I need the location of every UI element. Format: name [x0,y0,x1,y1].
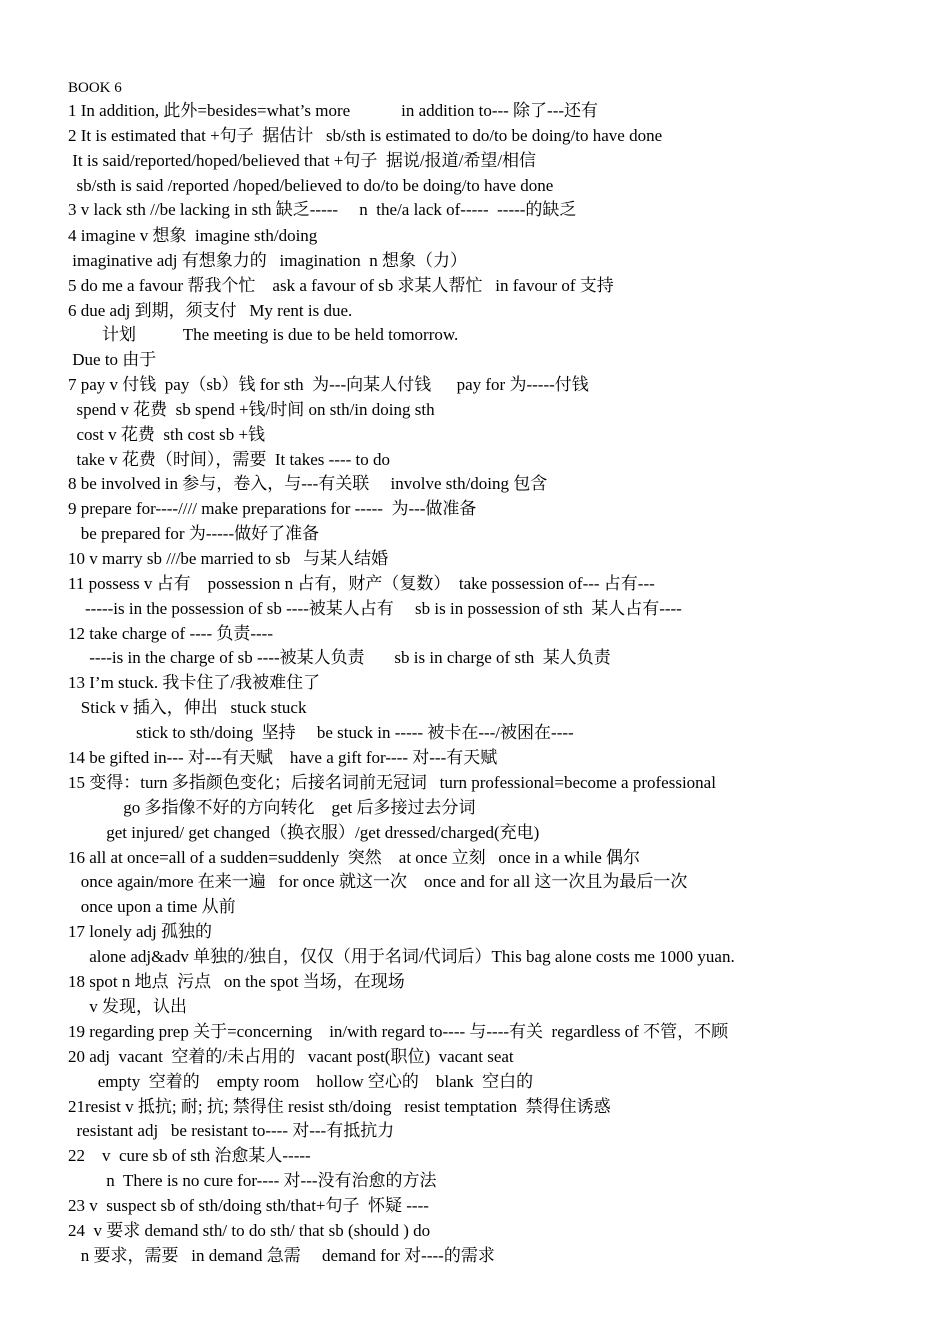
entry-line: 13 I’m stuck. 我卡住了/我被难住了 [68,673,321,692]
entry-line: 7 pay v 付钱 pay（sb）钱 for sth 为---向某人付钱 pay for 为-----付钱 [68,375,589,394]
entry-line: once again/more 在来一遍 for once 就这一次 once and for all 这一次且为最后一次 [68,872,688,891]
entry-line: ----is in the charge of sb ----被某人负责 sb is in charge of sth 某人负责 [68,648,611,667]
entry-line: 8 be involved in 参与，卷入，与---有关联 involve sth/doing 包含 [68,474,548,493]
entry-line: 19 regarding prep 关于=concerning in/with regard to---- 与----有关 regardless of 不管，不顾 [68,1022,729,1041]
entry-line: get injured/ get changed（换衣服）/get dressed/charged(充电) [68,823,540,842]
entry-line: 2 It is estimated that +句子 据估计 sb/sth is estimated to do/to be doing/to have done [68,126,663,145]
entry-line: empty 空着的 empty room hollow 空心的 blank 空白的 [68,1072,534,1091]
entry-line: Stick v 插入，伸出 stuck stuck [68,698,307,717]
entry-line: 10 v marry sb ///be married to sb 与某人结婚 [68,549,389,568]
entry-line: 23 v suspect sb of sth/doing sth/that+句子 怀疑 ---- [68,1196,429,1215]
entry-line: 12 take charge of ---- 负责---- [68,624,274,643]
entry-line: 15 变得：turn 多指颜色变化；后接名词前无冠词 turn professional=become a professional [68,773,716,792]
entry-line: once upon a time 从前 [68,897,236,916]
book-title: BOOK 6 [68,80,122,96]
entry-line: v 发现，认出 [68,997,187,1016]
entry-line: -----is in the possession of sb ----被某人占有 sb is in possession of sth 某人占有---- [68,599,682,618]
entry-line: stick to sth/doing 坚持 be stuck in ----- 被卡在---/被困在---- [68,723,574,742]
entry-line: n There is no cure for---- 对---没有治愈的方法 [68,1171,437,1190]
entry-line: alone adj&adv 单独的/独自，仅仅（用于名词/代词后）This bag alone costs me 1000 yuan. [68,947,735,966]
entry-line: 4 imagine v 想象 imagine sth/doing [68,226,318,245]
entry-line: It is said/reported/hoped/believed that +句子 据说/报道/希望/相信 [68,151,537,170]
entry-line: imaginative adj 有想象力的 imagination n 想象（力） [68,251,467,270]
entry-line: 1 In addition, 此外=besides=what’s more in addition to--- 除了---还有 [68,101,599,120]
entry-line: spend v 花费 sb spend +钱/时间 on sth/in doing sth [68,400,435,419]
entry-line: 14 be gifted in--- 对---有天赋 have a gift for---- 对---有天赋 [68,748,498,767]
entry-line: sb/sth is said /reported /hoped/believed to do/to be doing/to have done [68,176,554,195]
entry-line: 5 do me a favour 帮我个忙 ask a favour of sb 求某人帮忙 in favour of 支持 [68,276,614,295]
entry-line: 6 due adj 到期，须支付 My rent is due. [68,301,353,320]
entry-line: n 要求，需要 in demand 急需 demand for 对----的需求 [68,1246,495,1265]
entry-line: 22 v cure sb of sth 治愈某人----- [68,1146,311,1165]
entry-line: 3 v lack sth //be lacking in sth 缺乏----- n the/a lack of----- -----的缺乏 [68,200,577,219]
entry-line: 计划 The meeting is due to be held tomorrow. [68,325,459,344]
entry-line: 18 spot n 地点 污点 on the spot 当场，在现场 [68,972,405,991]
entry-line: 11 possess v 占有 possession n 占有，财产（复数） take possession of--- 占有--- [68,574,655,593]
entry-line: Due to 由于 [68,350,157,369]
entry-line: 16 all at once=all of a sudden=suddenly 突然 at once 立刻 once in a while 偶尔 [68,848,641,867]
entry-line: cost v 花费 sth cost sb +钱 [68,425,266,444]
entry-line: take v 花费（时间），需要 It takes ---- to do [68,450,390,469]
entry-line: 17 lonely adj 孤独的 [68,922,213,941]
entry-line: 21resist v 抵抗; 耐; 抗; 禁得住 resist sth/doing resist temptation 禁得住诱惑 [68,1097,611,1116]
entry-line: go 多指像不好的方向转化 get 后多接过去分词 [68,798,476,817]
entry-line: 24 v 要求 demand sth/ to do sth/ that sb (should ) do [68,1221,431,1240]
entry-line: 20 adj vacant 空着的/未占用的 vacant post(职位) vacant seat [68,1047,514,1066]
entry-line: be prepared for 为-----做好了准备 [68,524,320,543]
entry-line: resistant adj be resistant to---- 对---有抵抗力 [68,1121,395,1140]
entry-line: 9 prepare for----//// make preparations for ----- 为---做准备 [68,499,477,518]
